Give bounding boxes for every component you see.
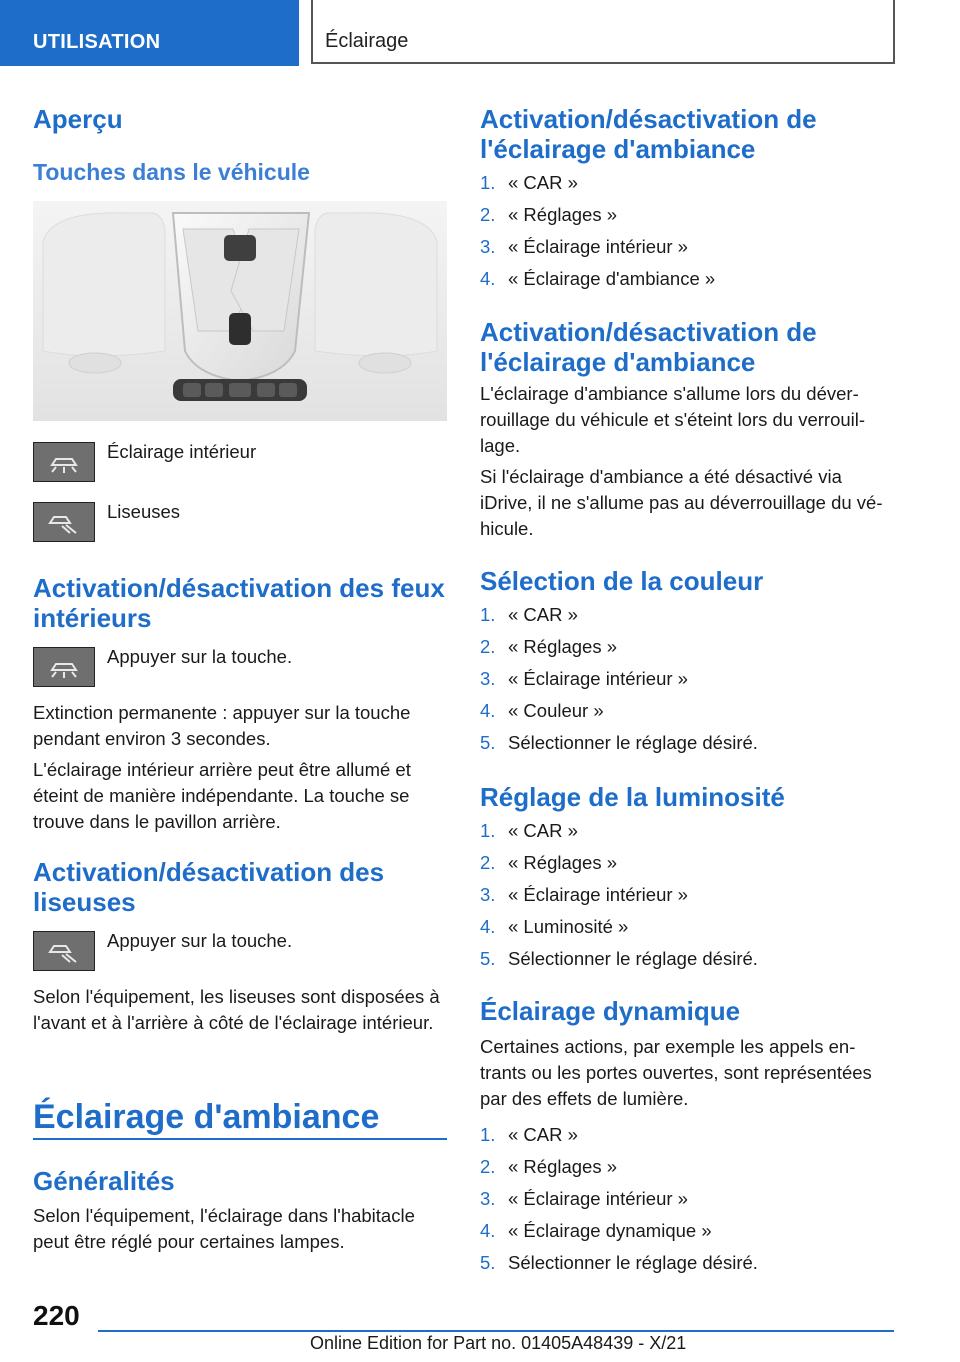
step-number: 3. <box>480 1188 496 1209</box>
step-number: 4. <box>480 268 496 289</box>
step-item <box>480 818 890 850</box>
step-label: Sélectionner le réglage désiré. <box>508 948 758 969</box>
step-label: « CAR » <box>508 172 578 193</box>
step-label: Sélectionner le réglage désiré. <box>508 732 758 753</box>
step-number: 1. <box>480 604 496 625</box>
dynamique-paragraph: Certaines actions, par exemple les appels entrants ou les portes ouvertes, sont représentées par des effets de lumière. <box>480 1036 872 1109</box>
activation-paragraph-2: Si l'éclairage d'ambiance a été désactivé via iDrive, il ne s'allume pas au déverrouillage du véhicule. <box>480 466 883 539</box>
section-label: UTILISATION <box>33 31 161 53</box>
heading-activation-ambiance-1: Activation/désactivation de l'éclairage d'ambiance <box>480 104 817 164</box>
chapter-title-box <box>311 0 895 64</box>
step-number: 1. <box>480 1124 496 1145</box>
page-header <box>0 0 960 66</box>
step-label: « Réglages » <box>508 204 618 225</box>
activation-paragraph-1: L'éclairage d'ambiance s'allume lors du déverrouillage du véhicule et s'éteint lors du verrouillage. <box>480 383 866 456</box>
step-item <box>480 1122 890 1154</box>
step-item <box>480 266 890 298</box>
step-label: « Éclairage dynamique » <box>508 1220 712 1241</box>
edition-note: Online Edition for Part no. 01405A48439 - X/21 <box>310 1333 687 1353</box>
step-item <box>480 170 890 202</box>
step-item <box>480 1186 890 1218</box>
steps-dynamique <box>480 1122 890 1282</box>
liseuses-paragraph: Selon l'équipement, les liseuses sont disposées à l'avant et à l'arrière à côté de l'éclairage intérieur. <box>33 986 440 1033</box>
interior-light-button-icon-2 <box>33 647 95 687</box>
heading-couleur: Sélection de la couleur <box>480 566 764 596</box>
step-label: « Éclairage intérieur » <box>508 668 688 689</box>
liseuses-instruction: Appuyer sur la touche. <box>107 930 293 951</box>
step-number: 5. <box>480 948 496 969</box>
step-item <box>480 914 890 946</box>
reading-light-label: Liseuses <box>107 501 181 522</box>
step-label: « Réglages » <box>508 636 618 657</box>
section-tab <box>0 0 299 66</box>
footer-rule <box>98 1330 894 1332</box>
steps-activation-ambiance <box>480 170 890 298</box>
step-item <box>480 666 890 698</box>
heading-generalites: Généralités <box>33 1166 175 1196</box>
step-label: « Réglages » <box>508 1156 618 1177</box>
step-item <box>480 202 890 234</box>
step-label: « Éclairage intérieur » <box>508 236 688 257</box>
interior-light-button-icon <box>33 442 95 482</box>
step-item <box>480 234 890 266</box>
page-number: 220 <box>33 1300 80 1331</box>
overhead-console-image <box>33 201 447 421</box>
heading-liseuses: Activation/désactivation des liseuses <box>33 857 385 917</box>
step-number: 2. <box>480 1156 496 1177</box>
generalites-paragraph: Selon l'équipement, l'éclairage dans l'habitacle peut être réglé pour certaines lampes. <box>33 1205 415 1252</box>
step-item <box>480 850 890 882</box>
step-number: 1. <box>480 820 496 841</box>
steps-couleur <box>480 602 890 762</box>
feux-paragraph-1: Extinction permanente : appuyer sur la touche pendant environ 3 secondes. <box>33 702 411 749</box>
step-item <box>480 602 890 634</box>
interior-light-label: Éclairage intérieur <box>107 441 257 462</box>
step-item <box>480 1218 890 1250</box>
chapter-title: Éclairage <box>325 30 409 52</box>
step-label: « Réglages » <box>508 852 618 873</box>
reading-light-button-icon-2 <box>33 931 95 971</box>
step-label: Sélectionner le réglage désiré. <box>508 1252 758 1273</box>
steps-luminosite <box>480 818 890 978</box>
heading-activation-ambiance-2: Activation/désactivation de l'éclairage d'ambiance <box>480 317 817 377</box>
heading-touches: Touches dans le véhicule <box>33 159 310 185</box>
step-item <box>480 946 890 978</box>
step-label: « Éclairage intérieur » <box>508 1188 688 1209</box>
step-number: 3. <box>480 236 496 257</box>
step-label: « CAR » <box>508 604 578 625</box>
step-label: « Éclairage d'ambiance » <box>508 268 716 289</box>
step-label: « CAR » <box>508 820 578 841</box>
step-number: 2. <box>480 204 496 225</box>
step-number: 1. <box>480 172 496 193</box>
step-item <box>480 634 890 666</box>
heading-apercu: Aperçu <box>33 104 123 134</box>
step-item <box>480 1154 890 1186</box>
reading-light-button-icon <box>33 502 95 542</box>
step-label: « Couleur » <box>508 700 604 721</box>
step-number: 5. <box>480 1252 496 1273</box>
step-number: 4. <box>480 916 496 937</box>
step-item <box>480 882 890 914</box>
heading-feux-interieurs: Activation/désactivation des feux intérieurs <box>33 573 445 633</box>
feux-paragraph-2: L'éclairage intérieur arrière peut être allumé et éteint de manière indépendante. La touche se trouve dans le pavillon arrière. <box>33 759 411 832</box>
heading-dynamique: Éclairage dynamique <box>480 996 741 1026</box>
step-number: 4. <box>480 1220 496 1241</box>
step-number: 4. <box>480 700 496 721</box>
step-item <box>480 1250 890 1282</box>
step-item <box>480 698 890 730</box>
step-number: 5. <box>480 732 496 753</box>
step-number: 2. <box>480 636 496 657</box>
step-label: « Éclairage intérieur » <box>508 884 688 905</box>
heading-luminosite: Réglage de la luminosité <box>480 782 785 812</box>
step-item <box>480 730 890 762</box>
section-rule <box>33 1138 447 1140</box>
feux-instruction: Appuyer sur la touche. <box>107 646 293 667</box>
step-number: 3. <box>480 668 496 689</box>
step-number: 3. <box>480 884 496 905</box>
step-label: « Luminosité » <box>508 916 629 937</box>
overhead-console-drawing <box>33 201 447 421</box>
heading-eclairage-ambiance: Éclairage d'ambiance <box>33 1098 380 1136</box>
step-label: « CAR » <box>508 1124 578 1145</box>
step-number: 2. <box>480 852 496 873</box>
